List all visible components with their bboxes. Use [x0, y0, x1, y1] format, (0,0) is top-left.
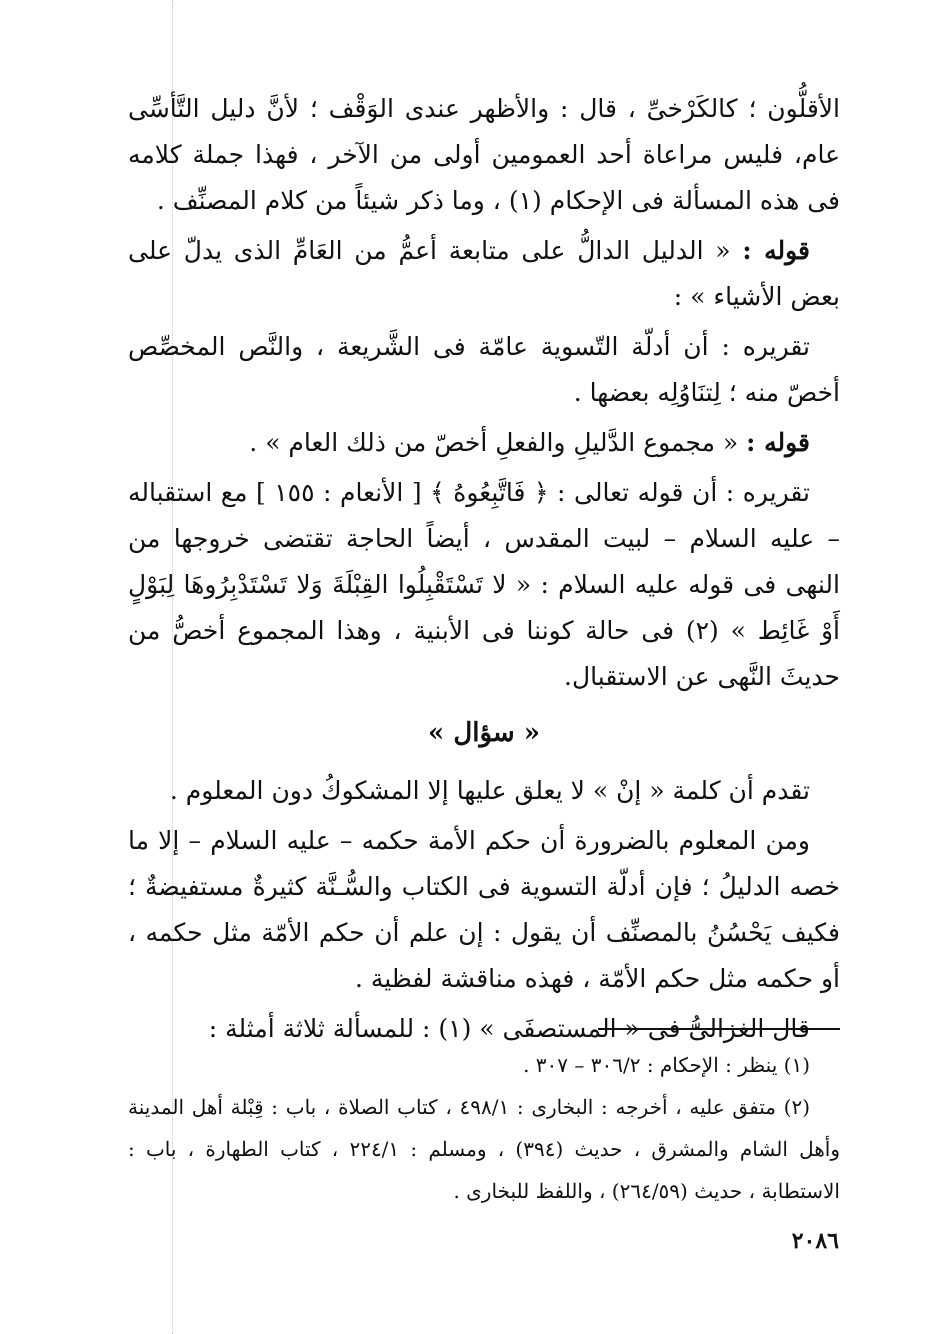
paragraph-1: الأقلُّون ؛ كالكَرْخىِّ ، قال : والأظهر عندى الوَقْف ؛ لأنَّ دليل التَّأسِّى عام، فليس مراعاة أحد العمومين أولى من الآخر ، فهذا جملة كلامه فى هذه المسألة فى الإحكام (١) ، وما ذكر شيئاً من كلام المصنِّف .: [128, 94, 840, 215]
main-text: [128, 86, 840, 1056]
paragraph-6: تقدم أن كلمة « إنْ » لا يعلق عليها إلا المشكوكُ دون المعلوم .: [169, 776, 810, 805]
footnote-1: (١) ينظر : الإحكام : ٣٠٦/٢ – ٣٠٧ .: [523, 1053, 810, 1077]
quote-text: « مجموع الدَّليلِ والفعلِ أخصّ من ذلك العام » .: [249, 428, 739, 457]
quote-label: قوله :: [746, 428, 810, 457]
quote-text: « الدليل الدالُّ على متابعة أعمُّ من العَامِّ الذى يدلّ على بعض الأشياء » :: [128, 236, 840, 311]
footnotes: [128, 1044, 840, 1212]
paragraph-5: تقريره : أن قوله تعالى : ﴿ فَاتَّبِعُوهُ ﴾ [ الأنعام : ١٥٥ ] مع استقباله – عليه السلام – لبيت المقدس ، أيضاً الحاجة تقتضى خروجها من النهى فى قوله عليه السلام : « لا تَسْتَقْبِلُوا القِبْلَةَ وَلا تَسْتَدْبِرُوهَا لِبَوْلٍ أَوْ غَائِط » (٢) فى حالة كوننا فى الأبنية ، وهذا المجموع أخصُّ من حديثَ النَّهى عن الاستقبال.: [128, 478, 840, 691]
paragraph-7: ومن المعلوم بالضرورة أن حكم الأمة حكمه – عليه السلام – إلا ما خصه الدليلُ ؛ فإن أدلّة التسوية فى الكتاب والسُّـنَّة كثيرةٌ مستفيضةٌ ؛ فكيف يَحْسُنُ بالمصنِّف أن يقول : إن علم أن حكم الأمّة مثل حكمه ، أو حكمه مثل حكم الأمّة ، فهذه مناقشة لفظية .: [128, 826, 840, 993]
paragraph-3: تقريره : أن أدلّة التّسوية عامّة فى الشَّريعة ، والنَّص المخصِّص أخصّ منه ؛ لِتنَاوُلِه بعضها .: [128, 332, 840, 407]
page-number: ٢٠٨٦: [791, 1228, 839, 1254]
paragraph-2: [128, 228, 840, 320]
footnote-separator: [598, 1028, 840, 1030]
footnote-2: (٢) متفق عليه ، أخرجه : البخارى : ٤٩٨/١ ، كتاب الصلاة ، باب : قِبْلة أهل المدينة وأهل الشام والمشرق ، حديث (٣٩٤) ، ومسلم : ٢٢٤/١ ، كتاب الطهارة ، باب : الاستطابة ، حديث (٢٦٤/٥٩) ، واللفظ للبخارى .: [128, 1095, 841, 1203]
quote-label: قوله :: [742, 236, 811, 265]
paragraph-4: [128, 420, 840, 466]
section-heading: « سؤال »: [428, 718, 540, 748]
paragraph-8: قال الغزالىُّ فى « المستصفَى » (١) : للمسألة ثلاثة أمثلة :: [208, 1014, 810, 1043]
